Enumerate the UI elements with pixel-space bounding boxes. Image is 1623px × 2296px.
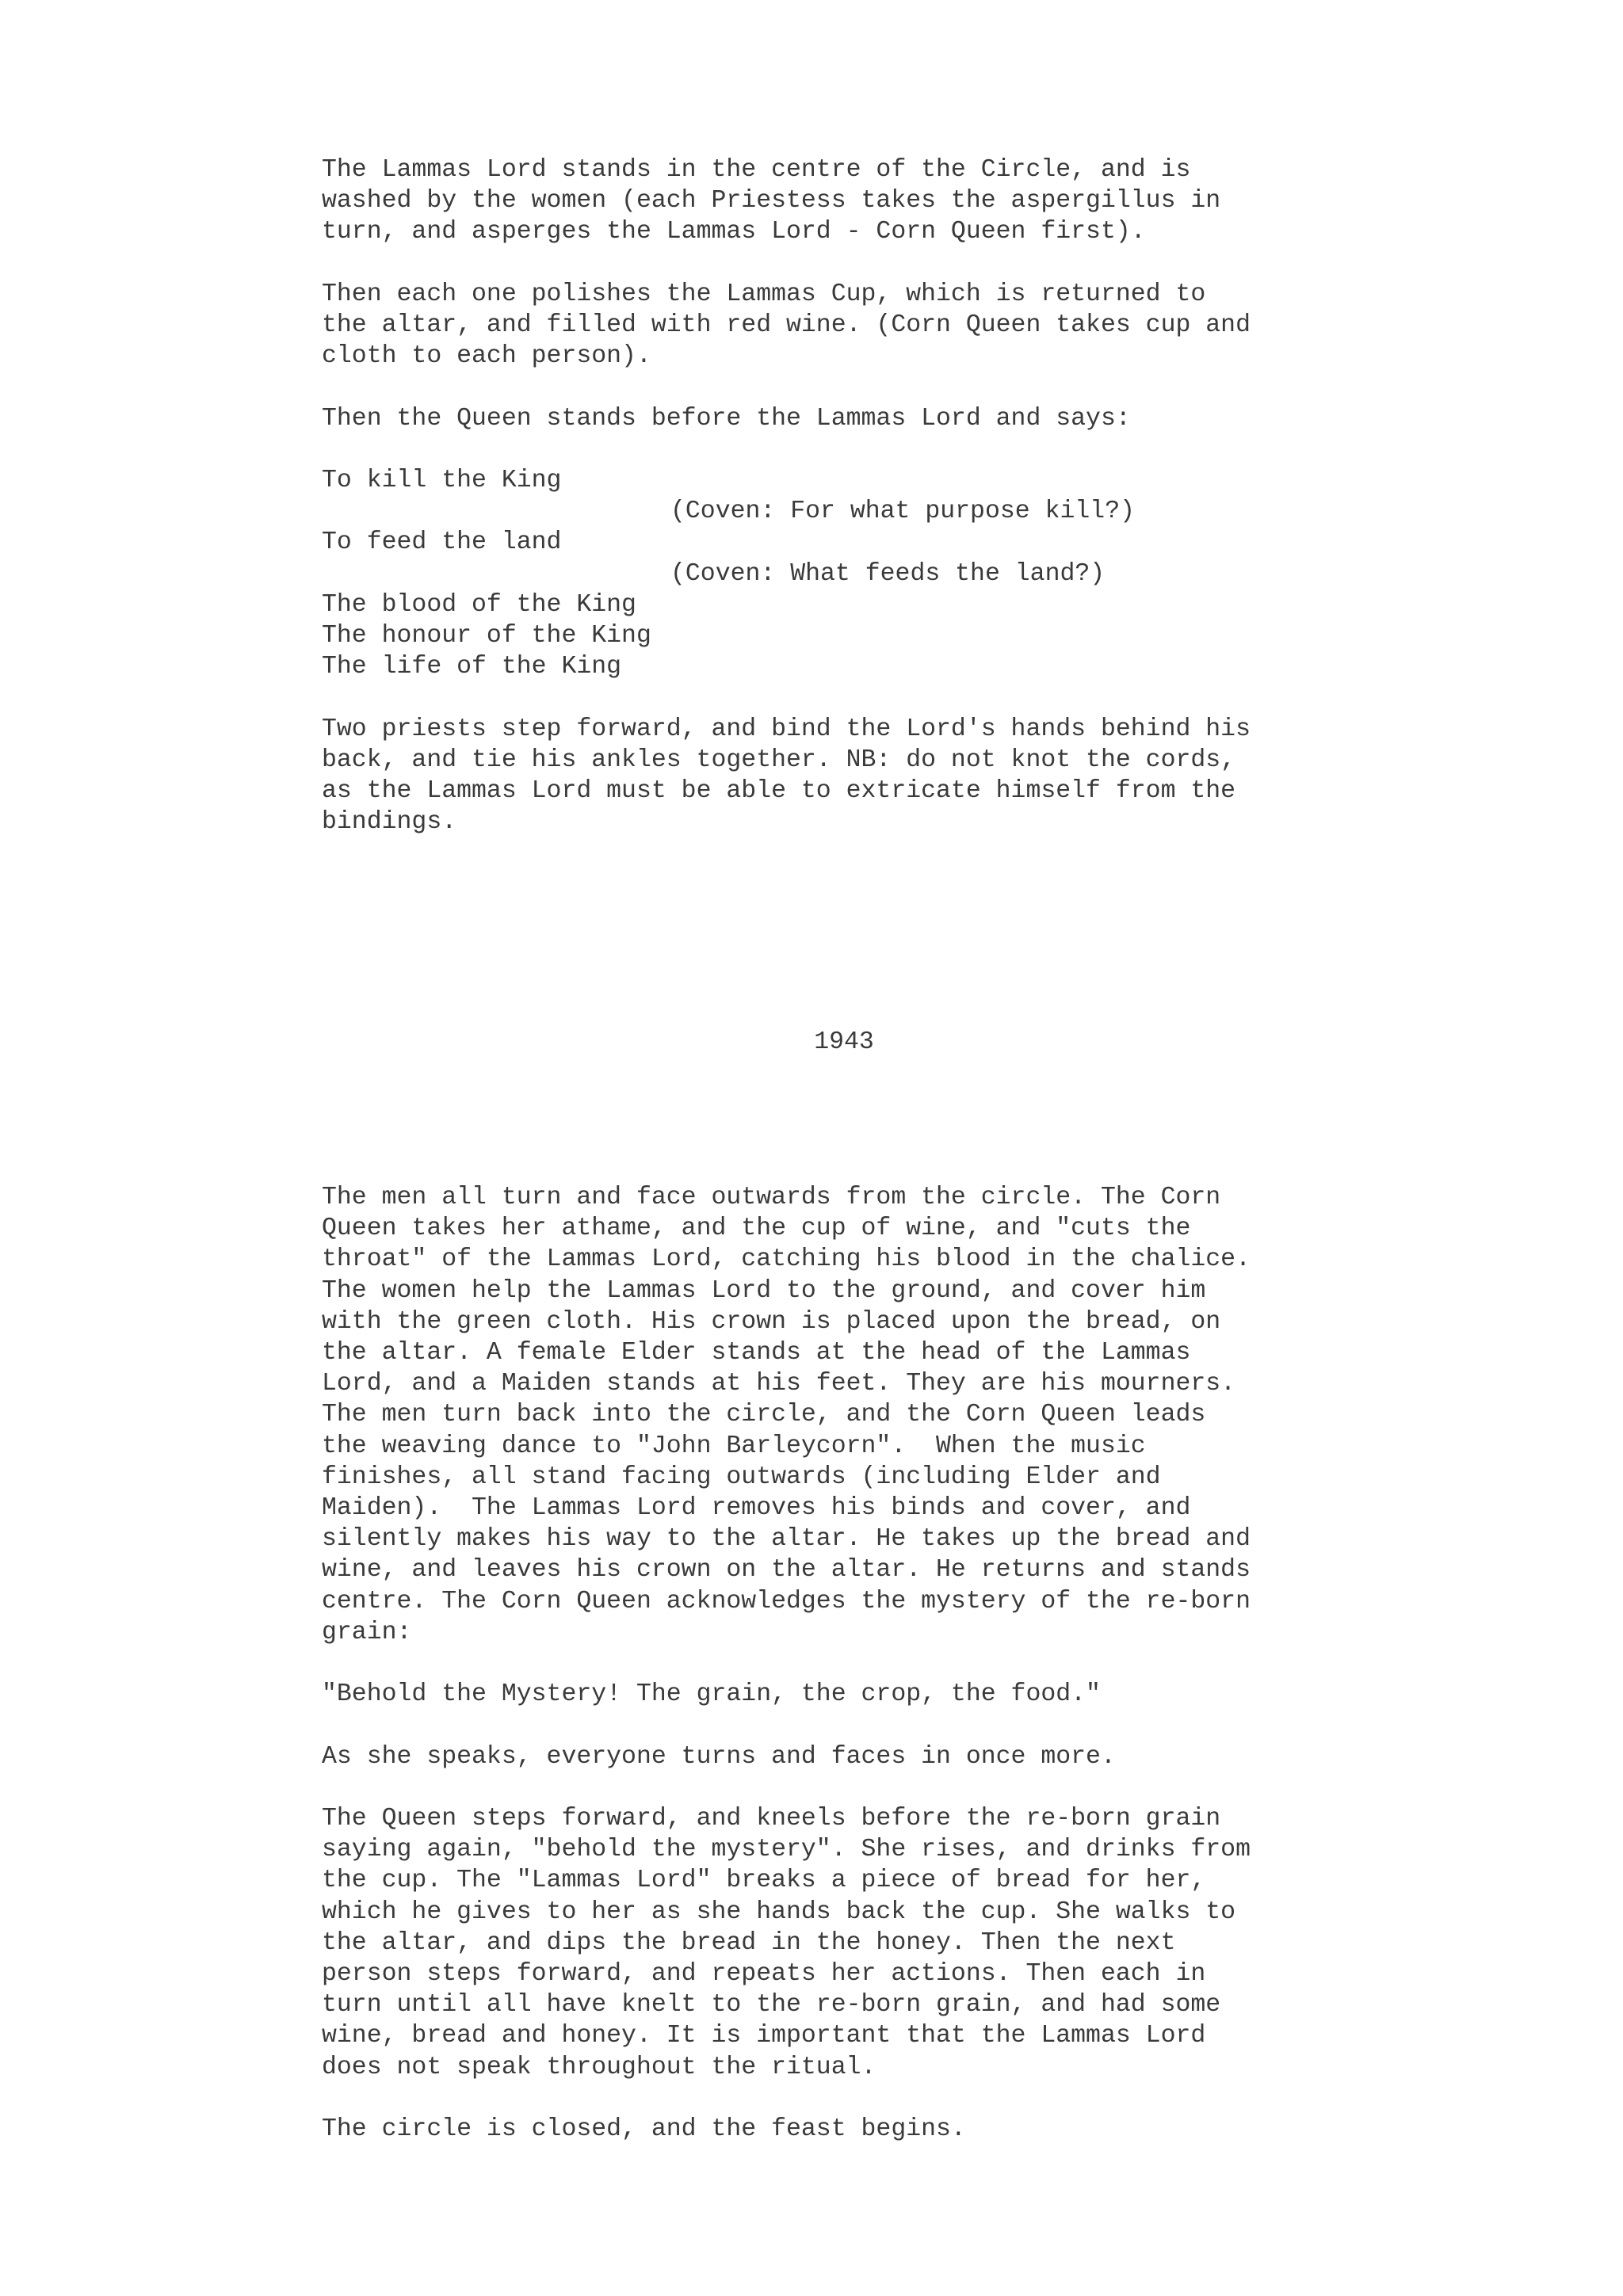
chant-line: To feed the land — [322, 528, 562, 557]
chant-block — [322, 465, 1352, 682]
paragraph-behold: "Behold the Mystery! The grain, the crop, the food." — [322, 1680, 1101, 1709]
coven-response: (Coven: What feeds the land?) — [670, 559, 1106, 588]
chant-line: The blood of the King — [322, 590, 636, 619]
coven-response: (Coven: For what purpose kill?) — [670, 498, 1135, 526]
paragraph-washing: The Lammas Lord stands in the centre of the Circle, and is washed by the women (each Priestess takes the aspergillus in turn, and asperges the Lammas Lord - Corn Queen first). — [322, 156, 1221, 246]
paragraph-feast: The circle is closed, and the feast begins. — [322, 2115, 966, 2144]
paragraph-queen-says: Then the Queen stands before the Lammas Lord and says: — [322, 404, 1131, 433]
chant-line: To kill the King — [322, 466, 562, 494]
paragraph-ritual: The men all turn and face outwards from the circle. The Corn Queen takes her athame, and the cup of wine, and "cuts the throat" of the Lammas Lord, catching his blood in the chalice. The women help the Lammas Lord to the ground, and cover him with the green cloth. His crown is placed upon the bread, on the altar. A female Elder stands at the head of the Lammas Lord, and a Maiden stands at his feet. They are his mourners. The men turn back into the circle, and the Corn Queen leads the weaving dance to "John Barleycorn". When the music finishes, all stand facing outwards (including Elder and Maiden). The Lammas Lord removes his binds and cover, and silently makes his way to the altar. He takes up the bread and wine, and leaves his crown on the altar. He returns and stands centre. The Corn Queen acknowledges the mystery of the re-born grain: — [322, 1184, 1251, 1646]
page-bottom-section — [322, 1182, 1352, 2176]
page-number: 1943 — [814, 1028, 874, 1056]
paragraph-binding: Two priests step forward, and bind the Lord's hands behind his back, and tie his ankles together. NB: do not knot the cords, as the Lammas Lord must be able to extricate himself from the bindings. — [322, 715, 1251, 837]
page-top-section — [322, 154, 1352, 869]
paragraph-lammas-cup: Then each one polishes the Lammas Cup, which is returned to the altar, and filled with red wine. (Corn Queen takes cup and cloth to each person). — [322, 280, 1251, 371]
chant-line: The life of the King — [322, 653, 622, 681]
paragraph-turns: As she speaks, everyone turns and faces in once more. — [322, 1742, 1116, 1771]
chant-line: The honour of the King — [322, 622, 651, 650]
paragraph-queen-kneels: The Queen steps forward, and kneels before the re-born grain saying again, "behold the mystery". She rises, and drinks from the cup. The "Lammas Lord" breaks a piece of bread for her, which he gives to her as she hands back the cup. She walks to the altar, and dips the bread in the honey. Then the next person steps forward, and repeats her actions. Then each in turn until all have knelt to the re-born grain, and had some wine, bread and honey. It is important that the Lammas Lord does not speak throughout the ritual. — [322, 1805, 1251, 2081]
